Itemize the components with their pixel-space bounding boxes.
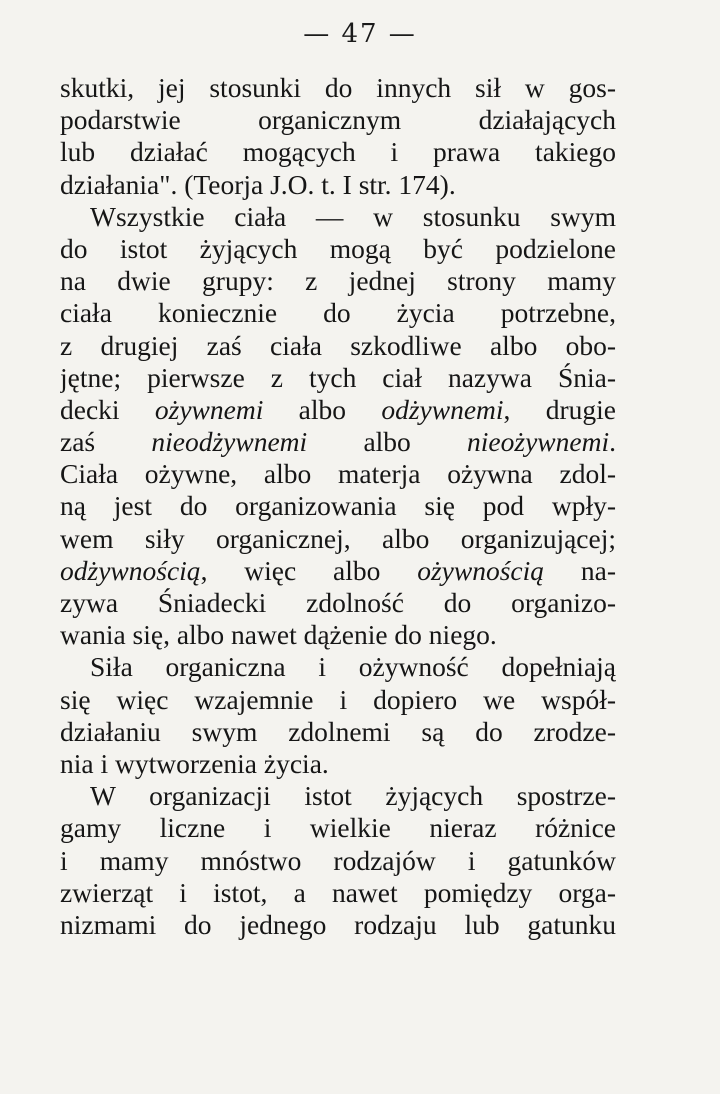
text-line: Wszystkie ciała — w stosunku swym [90,200,616,232]
italic-term: nieodżywnemi [151,426,308,458]
text-span: , drugie [503,393,616,425]
text-line [60,555,616,587]
text-line: jętne; pierwsze z tych ciał nazywa Śnia- [60,361,616,393]
text-line: W organizacji istot żyjących spostrze- [90,780,616,812]
text-line: nizmami do jednego rodzaju lub gatunku [60,908,616,940]
text-line: do istot żyjących mogą być podzielone [60,232,616,264]
text-span: decki [60,393,155,425]
text-line: nia i wytworzenia życia. [60,747,329,779]
text-line: się więc wzajemnie i dopiero we współ- [60,683,616,715]
text-line: ną jest do organizowania się pod wpły- [60,490,616,522]
text-line: ciała koniecznie do życia potrzebne, [60,297,616,329]
text-line: zywa Śniadecki zdolność do organizo- [60,587,616,618]
text-line: lub działać mogących i prawa takiego [60,136,616,168]
text-line: wania się, albo nawet dążenie do niego. [60,619,497,651]
text-span: albo [307,426,468,458]
italic-term: odżywnemi [381,393,504,425]
text-line: skutki, jej stosunki do innych sił w gos- [60,72,616,103]
text-line [60,394,616,426]
text-span: albo [263,393,382,425]
text-line: podarstwie organicznym działających [60,104,616,136]
text-line: Siła organiczna i ożywność dopełniają [90,651,616,683]
body-text [60,72,616,941]
italic-term: ożywnemi [154,393,264,425]
page-number: — 47 — [303,19,417,49]
text-span: na- [544,554,616,586]
text-line: działaniu swym zdolnemi są do zrodze- [60,715,616,747]
italic-term: nieożywnemi [467,426,610,458]
text-span: zaś [60,426,152,458]
text-line: Ciała ożywne, albo materja ożywna zdol- [60,458,616,490]
text-line [60,426,616,458]
italic-term: ożywnością [417,554,545,586]
text-line: na dwie grupy: z jednej strony mamy [60,265,616,297]
italic-term: odżywnością [60,554,201,586]
text-line: i mamy mnóstwo rodzajów i gatunków [60,844,616,876]
text-line: wem siły organicznej, albo organizującej; [60,522,616,554]
text-span: , więc albo [200,554,418,586]
text-span: . [609,426,616,458]
text-line: działania". (Teorja J.O. t. I str. 174). [60,168,456,200]
text-line: zwierząt i istot, a nawet pomiędzy orga- [60,876,616,908]
text-line: z drugiej zaś ciała szkodliwe albo obo- [60,329,616,361]
text-line: gamy liczne i wielkie nieraz różnice [60,812,616,844]
